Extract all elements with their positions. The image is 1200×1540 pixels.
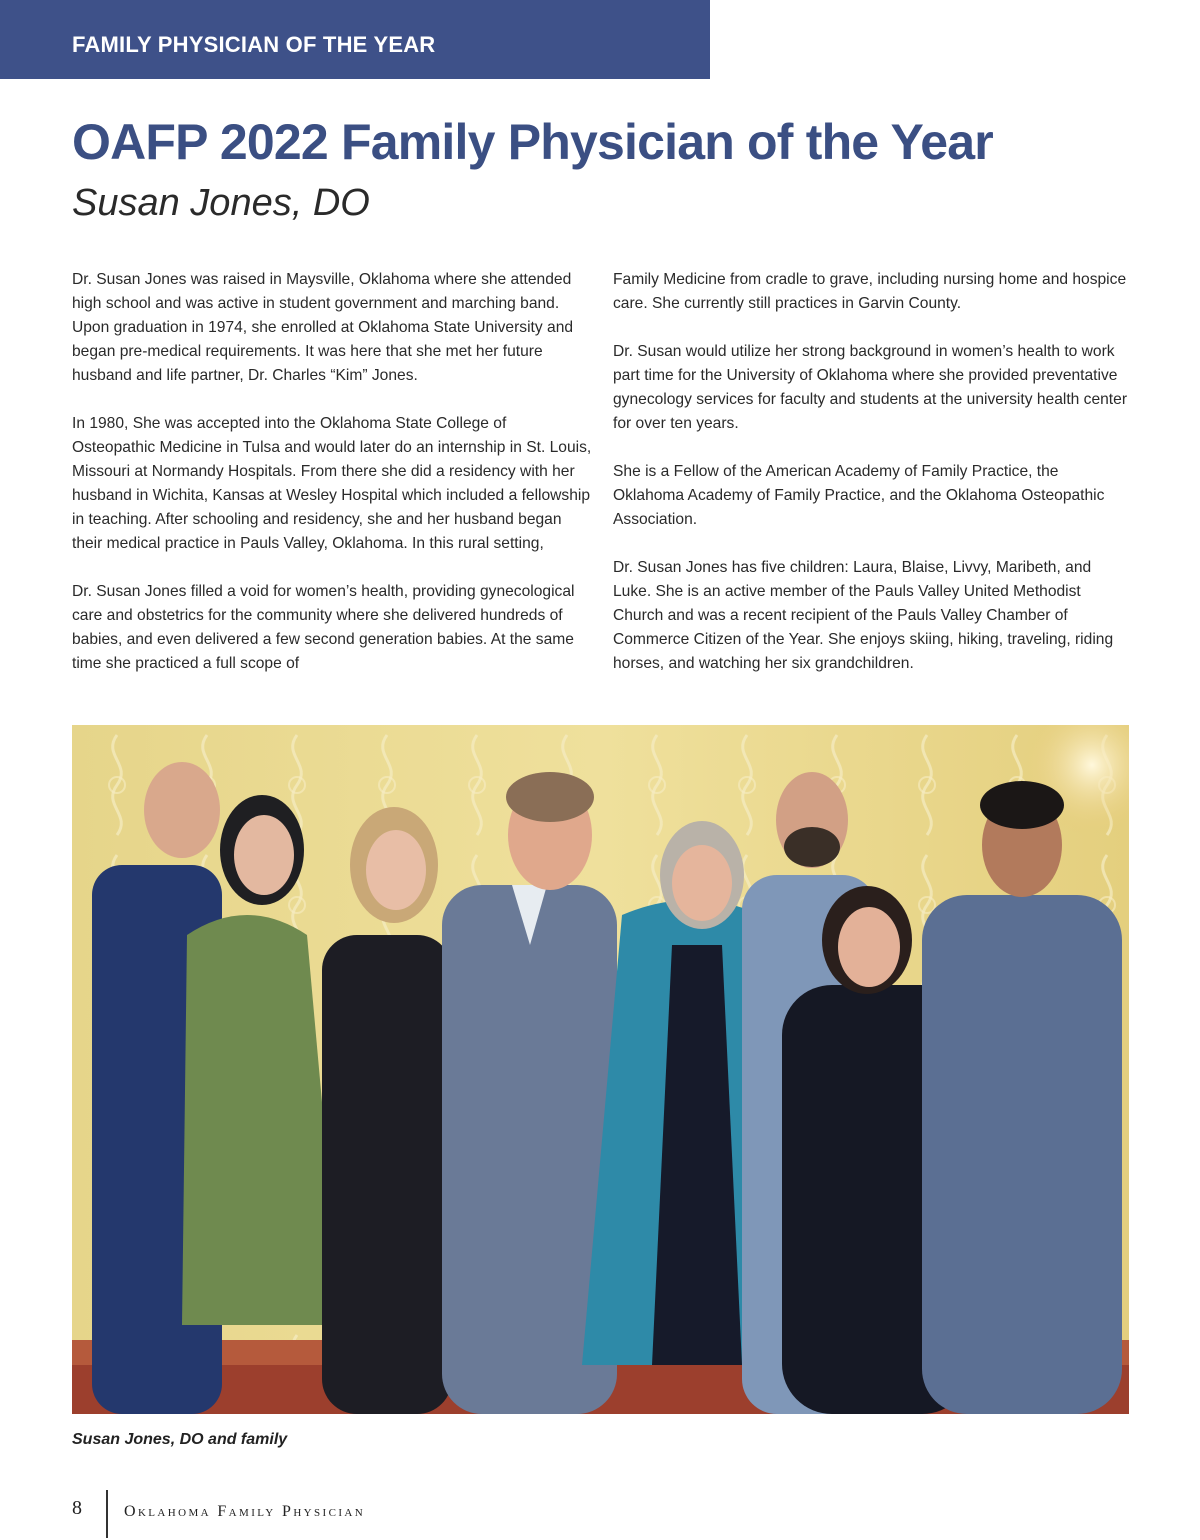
article-column-left: [72, 268, 592, 700]
page-subtitle: Susan Jones, DO: [72, 182, 370, 224]
family-photo: [72, 725, 1129, 1414]
article-paragraph: Dr. Susan would utilize her strong background in women’s health to work part time for the University of Oklahoma where she provided preventative gynecology services for faculty and students at the university health center for over ten years.: [613, 343, 1128, 432]
article-paragraph: In 1980, She was accepted into the Oklahoma State College of Osteopathic Medicine in Tulsa and would later do an internship in St. Louis, Missouri at Normandy Hospitals. From there she did a residency with her husband in Wichita, Kansas at Wesley Hospital which included a fellowship in teaching. After schooling and residency, she and her husband began their medical practice in Pauls Valley, Oklahoma. In this rural setting,: [72, 415, 592, 552]
section-header-bar: [0, 0, 710, 79]
page-number: 8: [72, 1497, 82, 1519]
footer-divider: [106, 1490, 108, 1538]
page-title: OAFP 2022 Family Physician of the Year: [72, 114, 993, 170]
article-paragraph: Dr. Susan Jones has five children: Laura, Blaise, Livvy, Maribeth, and Luke. She is an active member of the Pauls Valley United Methodist Church and was a recent recipient of the Pauls Valley Chamber of Commerce Citizen of the Year. She enjoys skiing, hiking, traveling, riding horses, and watching her six grandchildren.: [613, 559, 1114, 672]
article-column-right: [613, 268, 1133, 700]
section-label: FAMILY PHYSICIAN OF THE YEAR: [72, 32, 436, 57]
article-paragraph: She is a Fellow of the American Academy of Family Practice, the Oklahoma Academy of Family Practice, and the Oklahoma Osteopathic Association.: [613, 463, 1105, 528]
article-paragraph: Family Medicine from cradle to grave, including nursing home and hospice care. She currently still practices in Garvin County.: [613, 271, 1127, 312]
article-paragraph: Dr. Susan Jones was raised in Maysville, Oklahoma where she attended high school and was active in student government and marching band. Upon graduation in 1974, she enrolled at Oklahoma State University and began pre-medical requirements. It was here that she met her future husband and life partner, Dr. Charles “Kim” Jones.: [72, 271, 574, 384]
article-paragraph: Dr. Susan Jones filled a void for women’s health, providing gynecological care and obstetrics for the community where she delivered hundreds of babies, and even delivered a few second generation babies. At the same time she practiced a full scope of: [72, 583, 575, 672]
publication-name: Oklahoma Family Physician: [124, 1503, 366, 1520]
photo-caption: Susan Jones, DO and family: [72, 1431, 288, 1448]
